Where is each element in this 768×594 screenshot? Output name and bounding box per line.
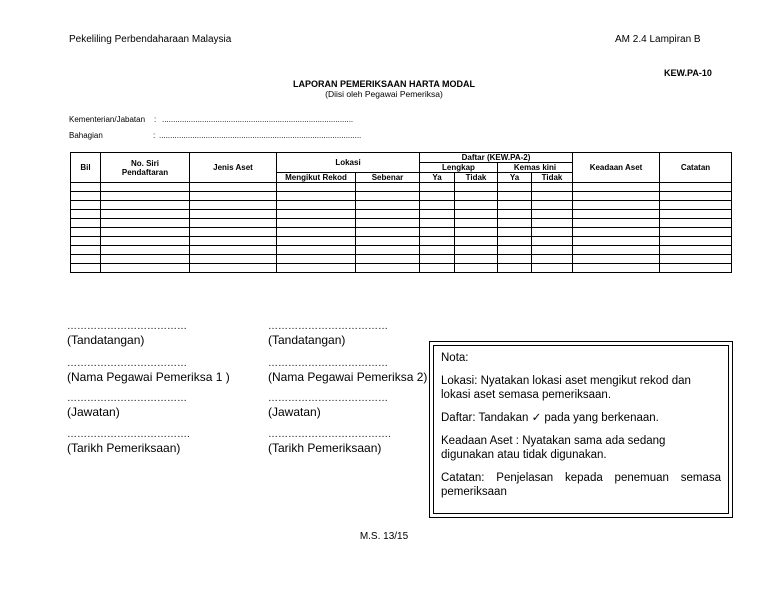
sig2-jawatan-line[interactable]: ……………………………… xyxy=(268,393,388,404)
table-cell[interactable] xyxy=(71,210,101,219)
table-cell[interactable] xyxy=(356,228,420,237)
table-cell[interactable] xyxy=(190,255,277,264)
table-cell[interactable] xyxy=(573,192,660,201)
table-cell[interactable] xyxy=(277,210,356,219)
table-cell[interactable] xyxy=(277,255,356,264)
field-kementerian-label: Kementerian/Jabatan xyxy=(69,115,146,124)
table-cell[interactable] xyxy=(660,264,732,273)
table-cell[interactable] xyxy=(71,183,101,192)
table-cell[interactable] xyxy=(190,246,277,255)
page-subtitle: (Diisi oleh Pegawai Pemeriksa) xyxy=(325,89,443,99)
table-cell[interactable] xyxy=(573,201,660,210)
sig1-signature-line[interactable]: ……………………………… xyxy=(67,321,187,332)
nota-catatan: Catatan: Penjelasan kepada penemuan semasa pemeriksaan xyxy=(441,472,721,498)
table-cell[interactable] xyxy=(420,183,455,192)
table-cell[interactable] xyxy=(532,264,573,273)
sig2-name-line[interactable]: ……………………………… xyxy=(268,358,388,369)
field-bahagian xyxy=(69,131,389,141)
form-code: KEW.PA-10 xyxy=(664,68,712,78)
table-cell[interactable] xyxy=(101,237,190,246)
table-cell[interactable] xyxy=(71,219,101,228)
table-cell[interactable] xyxy=(498,201,532,210)
col-header-daftar: Daftar (KEW.PA-2) xyxy=(420,153,573,163)
table-cell[interactable] xyxy=(455,183,498,192)
table-row xyxy=(71,237,732,246)
table-cell[interactable] xyxy=(277,183,356,192)
sig2-tarikh-label: (Tarikh Pemeriksaan) xyxy=(268,441,382,455)
col-header-lengkap-ya: Ya xyxy=(420,173,455,183)
table-row xyxy=(71,183,732,192)
col-header-lengkap-tidak: Tidak xyxy=(455,173,498,183)
table-cell[interactable] xyxy=(277,192,356,201)
table-cell[interactable] xyxy=(277,237,356,246)
table-cell[interactable] xyxy=(455,246,498,255)
table-cell[interactable] xyxy=(277,219,356,228)
table-cell[interactable] xyxy=(356,264,420,273)
table-cell[interactable] xyxy=(420,210,455,219)
table-cell[interactable] xyxy=(455,201,498,210)
table-row xyxy=(71,210,732,219)
col-header-lengkap: Lengkap xyxy=(420,163,498,173)
table-cell[interactable] xyxy=(573,246,660,255)
table-cell[interactable] xyxy=(356,192,420,201)
table-cell[interactable] xyxy=(455,219,498,228)
table-cell[interactable] xyxy=(532,210,573,219)
table-cell[interactable] xyxy=(190,192,277,201)
nota-lokasi: Lokasi: Nyatakan lokasi aset mengikut rekod dan lokasi aset semasa pemeriksaan. xyxy=(441,375,691,401)
table-cell[interactable] xyxy=(420,264,455,273)
table-cell[interactable] xyxy=(101,192,190,201)
table-cell[interactable] xyxy=(420,246,455,255)
nota-heading: Nota: xyxy=(441,352,469,364)
table-cell[interactable] xyxy=(660,228,732,237)
sig2-jawatan-label: (Jawatan) xyxy=(268,405,321,419)
table-cell[interactable] xyxy=(71,237,101,246)
col-header-sebenar: Sebenar xyxy=(356,173,420,183)
table-cell[interactable] xyxy=(356,201,420,210)
table-cell[interactable] xyxy=(455,237,498,246)
table-cell[interactable] xyxy=(573,210,660,219)
table-cell[interactable] xyxy=(420,219,455,228)
sig1-nama-label: (Nama Pegawai Pemeriksa 1 ) xyxy=(67,370,230,384)
col-header-no-siri-line2: Pendaftaran xyxy=(121,167,169,177)
field-kementerian xyxy=(69,115,389,125)
table-cell[interactable] xyxy=(532,183,573,192)
field-kementerian-colon: : xyxy=(154,115,157,124)
table-cell[interactable] xyxy=(71,246,101,255)
table-row xyxy=(71,255,732,264)
table-cell[interactable] xyxy=(660,210,732,219)
table-cell[interactable] xyxy=(101,228,190,237)
table-cell[interactable] xyxy=(498,183,532,192)
col-header-catatan: Catatan xyxy=(660,153,732,183)
table-cell[interactable] xyxy=(455,228,498,237)
table-cell[interactable] xyxy=(498,219,532,228)
table-row xyxy=(71,192,732,201)
nota-inner xyxy=(433,345,729,514)
nota-daftar: Daftar: Tandakan ✓ pada yang berkenaan. xyxy=(441,412,659,424)
field-bahagian-colon: : xyxy=(153,131,156,140)
table-cell[interactable] xyxy=(498,192,532,201)
table-cell[interactable] xyxy=(532,219,573,228)
table-cell[interactable] xyxy=(101,219,190,228)
col-header-bil: Bil xyxy=(71,153,101,183)
sig1-tandatangan-label: (Tandatangan) xyxy=(67,333,145,347)
sig1-name-line[interactable]: ……………………………… xyxy=(67,358,187,369)
table-cell[interactable] xyxy=(660,246,732,255)
sig1-jawatan-line[interactable]: ……………………………… xyxy=(67,393,187,404)
table-cell[interactable] xyxy=(532,255,573,264)
table-cell[interactable] xyxy=(277,201,356,210)
sig1-tarikh-line[interactable]: ………………………………. xyxy=(67,429,190,440)
col-header-kemaskini-tidak: Tidak xyxy=(532,173,573,183)
table-cell[interactable] xyxy=(420,192,455,201)
sig2-nama-label: (Nama Pegawai Pemeriksa 2) xyxy=(268,370,428,384)
nota-box xyxy=(429,341,733,518)
table-cell[interactable] xyxy=(101,264,190,273)
table-cell[interactable] xyxy=(277,246,356,255)
table-cell[interactable] xyxy=(190,237,277,246)
table-cell[interactable] xyxy=(277,228,356,237)
table-cell[interactable] xyxy=(71,255,101,264)
table-row xyxy=(71,201,732,210)
table-cell[interactable] xyxy=(660,192,732,201)
table-cell[interactable] xyxy=(101,210,190,219)
table-cell[interactable] xyxy=(498,210,532,219)
sig2-tandatangan-label: (Tandatangan) xyxy=(268,333,346,347)
inspection-table xyxy=(70,152,732,273)
table-cell[interactable] xyxy=(101,183,190,192)
table-cell[interactable] xyxy=(71,201,101,210)
table-cell[interactable] xyxy=(660,237,732,246)
table-cell[interactable] xyxy=(660,201,732,210)
table-cell[interactable] xyxy=(455,210,498,219)
table-row xyxy=(71,228,732,237)
table-cell[interactable] xyxy=(190,264,277,273)
table-cell[interactable] xyxy=(101,201,190,210)
field-bahagian-input[interactable]: ........................................................................................... xyxy=(159,131,362,140)
table-cell[interactable] xyxy=(532,237,573,246)
table-cell[interactable] xyxy=(573,228,660,237)
nota-keadaan: Keadaan Aset : Nyatakan sama ada sedang digunakan atau tidak digunakan. xyxy=(441,435,666,461)
table-cell[interactable] xyxy=(101,255,190,264)
table-cell[interactable] xyxy=(532,228,573,237)
table-cell[interactable] xyxy=(498,246,532,255)
table-cell[interactable] xyxy=(455,255,498,264)
table-row xyxy=(71,219,732,228)
table-cell[interactable] xyxy=(420,237,455,246)
table-cell[interactable] xyxy=(498,237,532,246)
col-header-no-siri xyxy=(101,153,190,183)
sig1-jawatan-label: (Jawatan) xyxy=(67,405,120,419)
table-cell[interactable] xyxy=(660,219,732,228)
col-header-lokasi: Lokasi xyxy=(277,153,420,173)
table-cell[interactable] xyxy=(498,228,532,237)
field-bahagian-label: Bahagian xyxy=(69,131,103,140)
field-kementerian-input[interactable]: ...................................................................................... xyxy=(162,115,354,124)
table-cell[interactable] xyxy=(71,192,101,201)
table-cell[interactable] xyxy=(71,264,101,273)
table-cell[interactable] xyxy=(190,228,277,237)
col-header-mengikut-rekod: Mengikut Rekod xyxy=(277,173,356,183)
table-cell[interactable] xyxy=(277,264,356,273)
page-number: M.S. 13/15 xyxy=(359,531,409,542)
table-cell[interactable] xyxy=(420,201,455,210)
table-cell[interactable] xyxy=(190,219,277,228)
col-header-keadaan-aset: Keadaan Aset xyxy=(573,153,660,183)
table-cell[interactable] xyxy=(190,183,277,192)
table-cell[interactable] xyxy=(420,228,455,237)
table-cell[interactable] xyxy=(190,201,277,210)
table-cell[interactable] xyxy=(573,237,660,246)
table-cell[interactable] xyxy=(573,264,660,273)
table-cell[interactable] xyxy=(356,255,420,264)
page-title: LAPORAN PEMERIKSAAN HARTA MODAL xyxy=(293,79,475,89)
table-cell[interactable] xyxy=(573,255,660,264)
table-cell[interactable] xyxy=(101,246,190,255)
col-header-kemaskini-ya: Ya xyxy=(498,173,532,183)
sig2-tarikh-line[interactable]: ………………………………. xyxy=(268,429,391,440)
sig2-signature-line[interactable]: ……………………………… xyxy=(268,321,388,332)
table-cell[interactable] xyxy=(573,183,660,192)
table-cell[interactable] xyxy=(660,255,732,264)
table-body xyxy=(71,183,732,273)
header-right-text: AM 2.4 Lampiran B xyxy=(615,34,701,45)
table-row xyxy=(71,246,732,255)
header-left-text: Pekeliling Perbendaharaan Malaysia xyxy=(69,34,232,45)
table-cell[interactable] xyxy=(532,246,573,255)
table-cell[interactable] xyxy=(455,264,498,273)
table-cell[interactable] xyxy=(660,183,732,192)
table-cell[interactable] xyxy=(420,255,455,264)
table-cell[interactable] xyxy=(190,210,277,219)
table-cell[interactable] xyxy=(356,219,420,228)
table-cell[interactable] xyxy=(356,246,420,255)
table-cell[interactable] xyxy=(356,237,420,246)
table-cell[interactable] xyxy=(573,219,660,228)
col-header-no-siri-line1: No. Siri xyxy=(130,158,159,168)
table-cell[interactable] xyxy=(498,255,532,264)
col-header-kemas-kini: Kemas kini xyxy=(498,163,573,173)
table-cell[interactable] xyxy=(532,192,573,201)
table-cell[interactable] xyxy=(71,228,101,237)
table-cell[interactable] xyxy=(356,210,420,219)
table-cell[interactable] xyxy=(356,183,420,192)
table-cell[interactable] xyxy=(455,192,498,201)
table-cell[interactable] xyxy=(498,264,532,273)
table-row xyxy=(71,264,732,273)
col-header-jenis-aset: Jenis Aset xyxy=(190,153,277,183)
table-cell[interactable] xyxy=(532,201,573,210)
sig1-tarikh-label: (Tarikh Pemeriksaan) xyxy=(67,441,181,455)
